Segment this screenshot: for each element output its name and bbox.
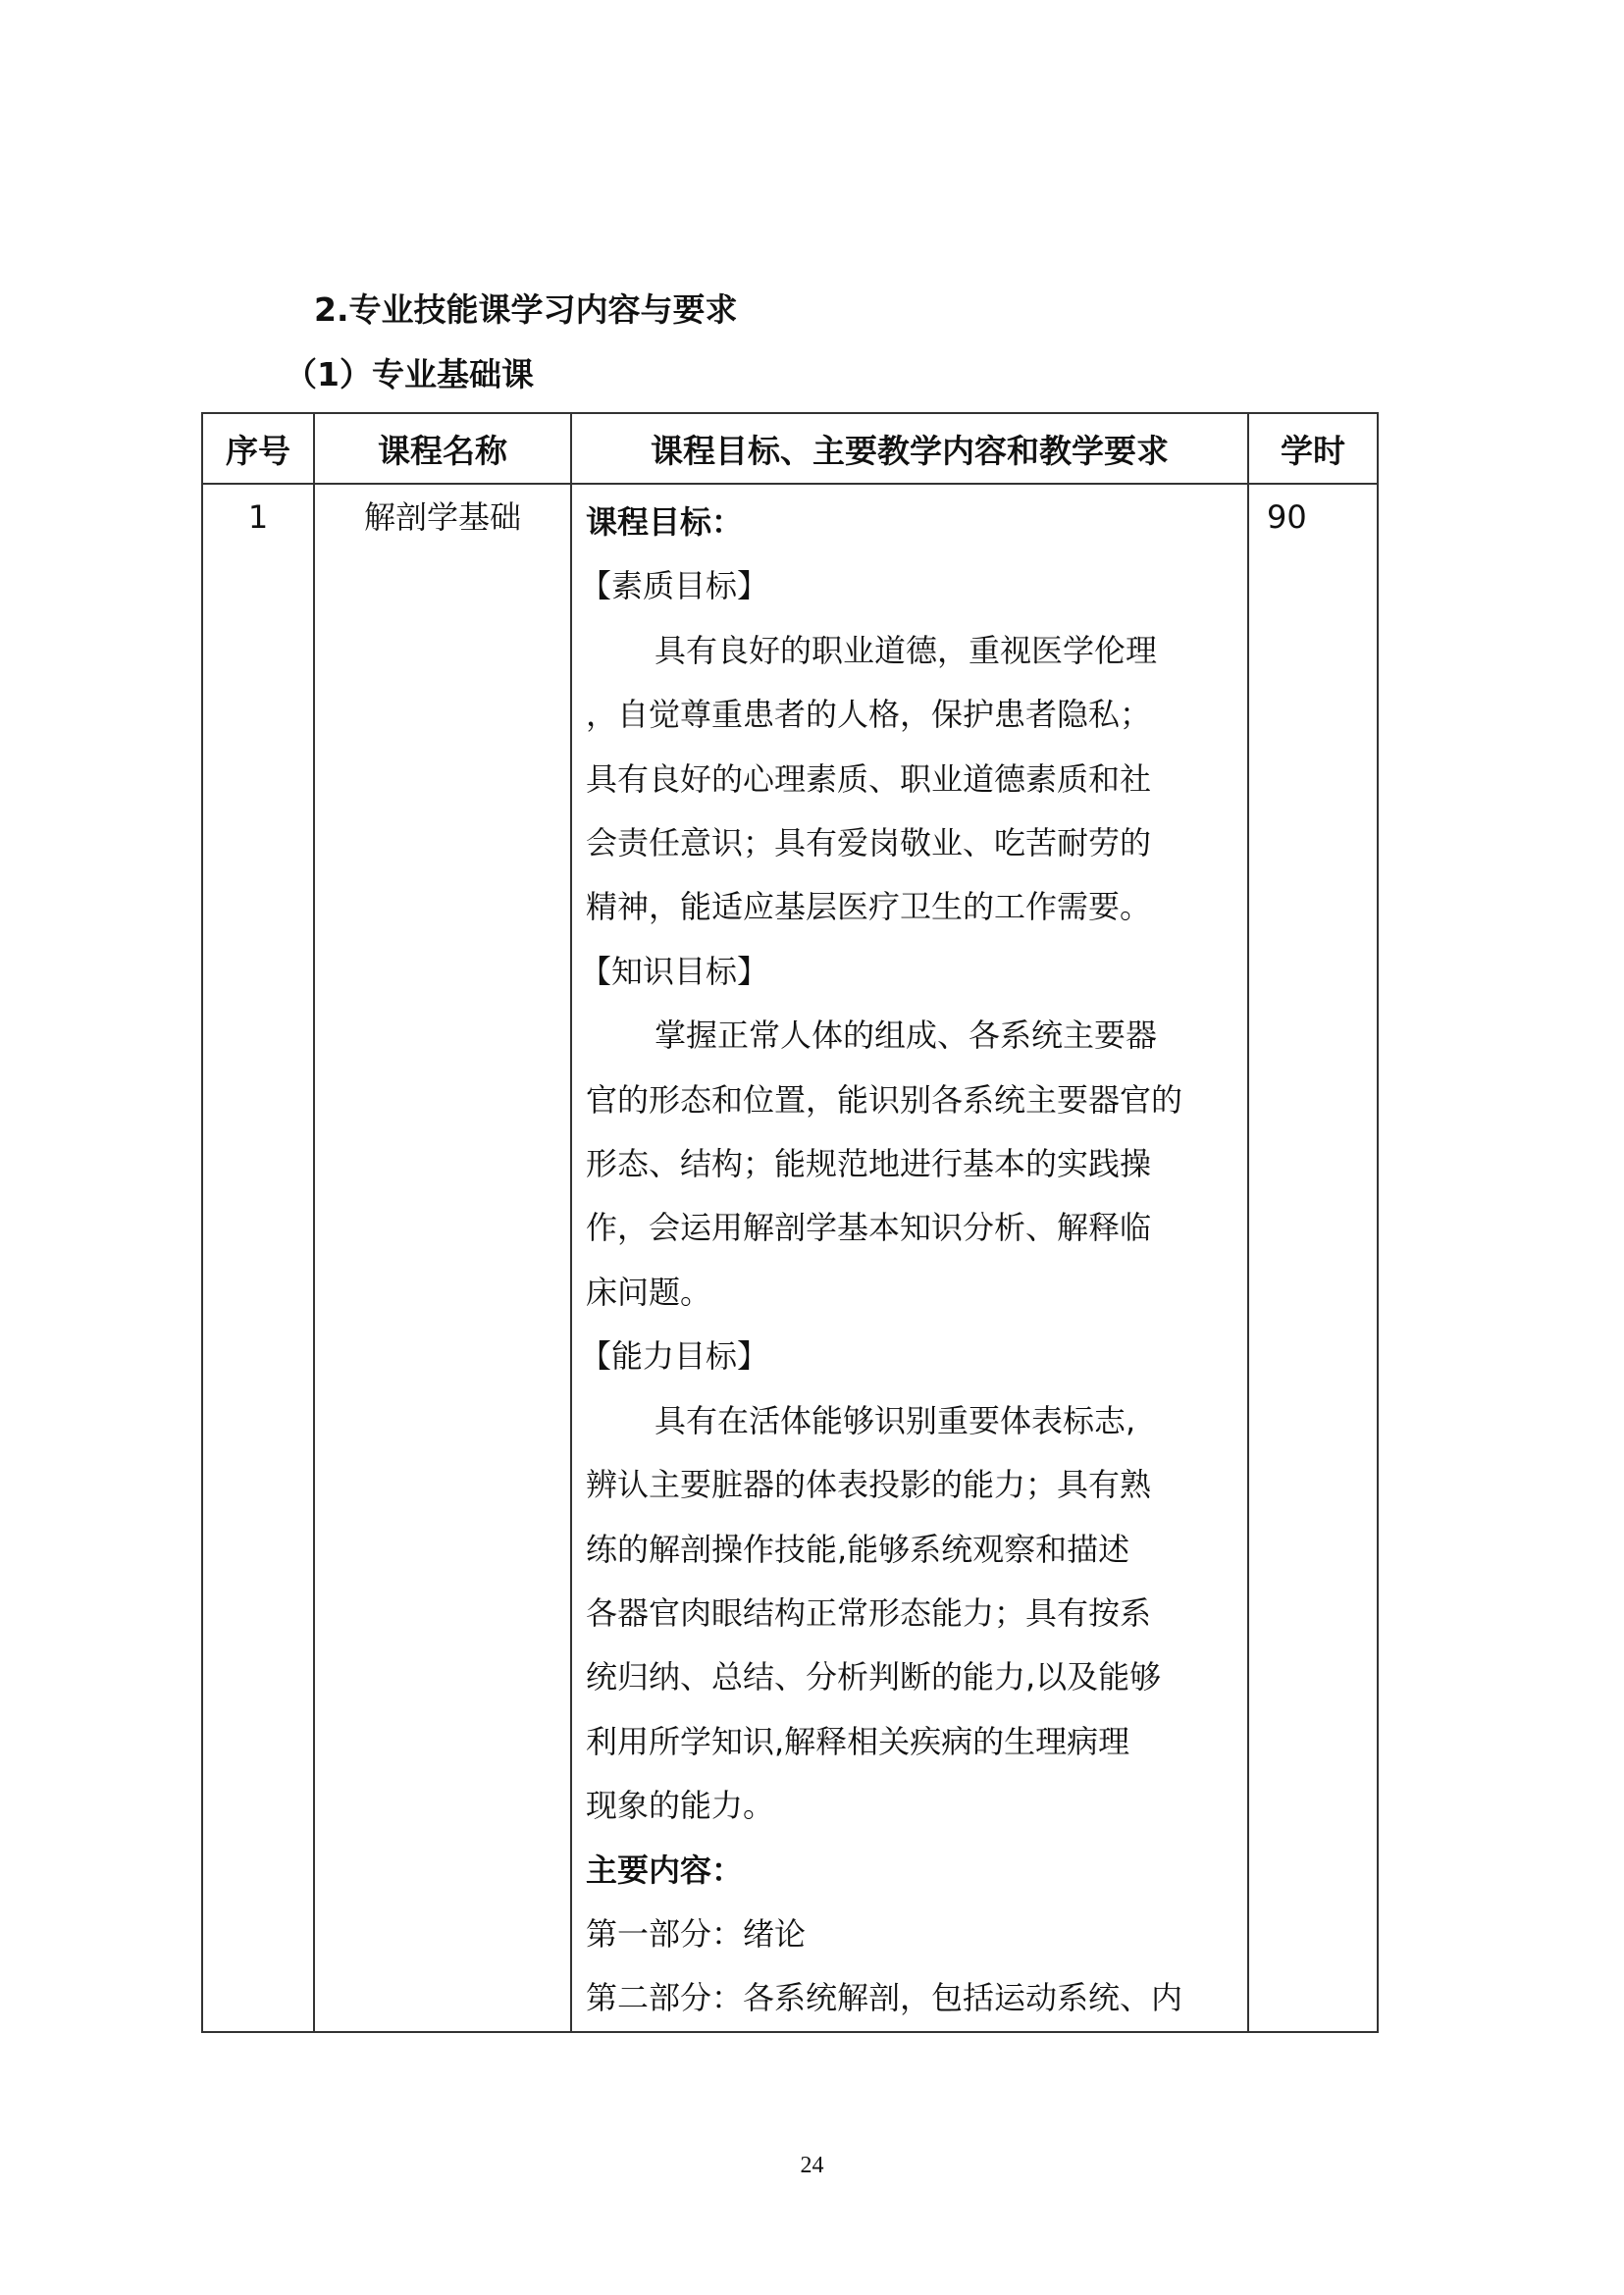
content-line: 第一部分：绪论 xyxy=(586,1914,807,1953)
content-line: 作，会运用解剖学基本知识分析、解释临 xyxy=(586,1209,1152,1247)
content-line: 【素质目标】 xyxy=(580,567,769,605)
row-course-content xyxy=(571,484,1248,2032)
content-line: 精神，能适应基层医疗卫生的工作需要。 xyxy=(586,888,1152,926)
header-course-name: 课程名称 xyxy=(314,413,571,484)
content-line: 课程目标： xyxy=(586,503,744,541)
section-heading: 2.专业技能课学习内容与要求 xyxy=(314,290,738,329)
subsection-heading: （1）专业基础课 xyxy=(285,355,534,393)
content-line: 形态、结构；能规范地进行基本的实践操 xyxy=(586,1145,1152,1183)
page-number: 24 xyxy=(800,2153,824,2178)
content-line: 掌握正常人体的组成、各系统主要器 xyxy=(655,1017,1158,1055)
content-line: ，自觉尊重患者的人格，保护患者隐私； xyxy=(586,696,1152,734)
row-hours: 90 xyxy=(1248,484,1378,2032)
content-line: 官的形态和位置，能识别各系统主要器官的 xyxy=(586,1080,1183,1119)
content-line: 各器官肉眼结构正常形态能力；具有按系 xyxy=(586,1593,1152,1632)
header-course-content: 课程目标、主要教学内容和教学要求 xyxy=(571,413,1248,484)
content-line: 具有在活体能够识别重要体表标志, xyxy=(655,1401,1136,1439)
content-line: 会责任意识；具有爱岗敬业、吃苦耐劳的 xyxy=(586,824,1152,862)
content-line: 主要内容： xyxy=(586,1851,744,1889)
content-line: 练的解剖操作技能,能够系统观察和描述 xyxy=(586,1530,1130,1568)
content-line: 床问题。 xyxy=(586,1273,712,1311)
course-table xyxy=(201,412,1379,2033)
table-header-row xyxy=(202,413,1378,484)
content-line: 现象的能力。 xyxy=(586,1787,775,1825)
header-hours: 学时 xyxy=(1248,413,1378,484)
header-index: 序号 xyxy=(202,413,314,484)
content-line: 第二部分：各系统解剖，包括运动系统、内 xyxy=(586,1979,1183,2017)
content-line: 统归纳、总结、分析判断的能力,以及能够 xyxy=(586,1658,1162,1696)
content-line: 具有良好的职业道德，重视医学伦理 xyxy=(655,631,1158,669)
table-row xyxy=(202,484,1378,2032)
content-line: 【能力目标】 xyxy=(580,1337,769,1376)
content-line: 【知识目标】 xyxy=(580,952,769,990)
content-line: 辨认主要脏器的体表投影的能力；具有熟 xyxy=(586,1466,1152,1504)
content-line: 具有良好的心理素质、职业道德素质和社 xyxy=(586,759,1152,798)
content-line: 利用所学知识,解释相关疾病的生理病理 xyxy=(586,1722,1130,1760)
row-index: 1 xyxy=(202,484,314,2032)
row-course-name: 解剖学基础 xyxy=(314,484,571,2032)
